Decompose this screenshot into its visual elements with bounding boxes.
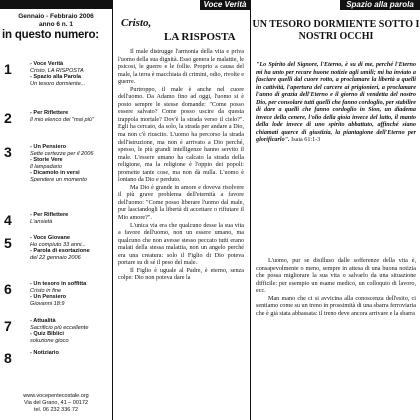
toc-section-title: - Parola di esortazione bbox=[30, 248, 90, 255]
toc-section-title: - Un Pensiero bbox=[30, 144, 67, 150]
toc-entry-lines bbox=[30, 350, 112, 357]
toc-page-number: 6 bbox=[4, 281, 12, 297]
website-link[interactable]: www.vocepentecostale.org bbox=[23, 393, 89, 399]
toc-section-title: - Attualità bbox=[30, 318, 56, 324]
toc-section-title: - Dicamolo in versi bbox=[30, 170, 80, 177]
toc-page-number: 4 bbox=[4, 212, 12, 228]
toc-section-title: - Voce Giovane bbox=[30, 235, 70, 241]
toc-section-title: - Per Riflettere bbox=[30, 212, 69, 218]
toc-entry-lines bbox=[30, 318, 112, 344]
quote-reference: Isaia 61:1-3 bbox=[291, 137, 321, 144]
paragraph: Man mano che ci si avvicina alla conoscenza dell'esito, ci sentiamo come su un treno in prossimità di una sbarra ferroviaria che è già stata abbassata: il treno deve ancora arrivare e la sbarra bbox=[256, 295, 416, 317]
toc-section-title: - Spazio alla Parola bbox=[30, 74, 81, 81]
toc-page-number: 7 bbox=[4, 318, 12, 334]
issue-date: Gennaio - Febbraio 2006 bbox=[18, 13, 94, 20]
phone: tel. 06 232 336 72 bbox=[33, 407, 79, 413]
toc-article-title: Sacrificio più eccellente bbox=[30, 324, 89, 331]
contact-footer bbox=[0, 393, 112, 414]
toc-section-title: - Un tesoro in soffitta bbox=[30, 281, 87, 287]
article1-body bbox=[118, 49, 244, 283]
toc-article-title: Un tesoro dormiente... bbox=[30, 80, 86, 87]
toc-entry-lines bbox=[30, 110, 112, 123]
toc-page-number: 3 bbox=[4, 144, 12, 160]
toc-section-title: - Per Riflettere bbox=[30, 110, 69, 116]
paragraph: Purtroppo, il male è anche nel cuore dell'uomo. Da Adamo fino ad oggi, l'uomo si è posto sempre le stesse domande: "Come posso essere salvato? Come posso uscire da questa trappola mortale? Dov'è la strada verso il cielo?". Egli ha cercato, da solo, la strada per andare a Dio, ma non c'è riuscito. L'uomo ha percorso la strada dell'istruzione, ma non è arrivato a Dio perché, spesso, le più grandi intelligenze hanno servito il male. L'essere umano ha calcato la strada della religione, ma la religione è l'oppio dei popoli: promette tante cose, ma non dà nulla. L'uomo è lontano da Dio e perduto. bbox=[118, 86, 244, 184]
issue-info bbox=[4, 13, 108, 29]
toc-section-title: - Quiz Biblici bbox=[30, 331, 64, 338]
article2-quote bbox=[256, 62, 416, 145]
toc-article-title: Giovanni 18:9 bbox=[30, 300, 65, 307]
section-tab-spazio-parola: Spazio alla parola bbox=[340, 0, 420, 10]
toc-page-number: 1 bbox=[4, 61, 12, 77]
sidebar-toc bbox=[0, 0, 112, 420]
toc-page-number: 8 bbox=[4, 350, 12, 366]
toc-section-title: - Voce Verità bbox=[30, 61, 64, 67]
toc-entry-lines bbox=[30, 144, 112, 184]
paragraph: L'uomo, pur se disilluso dalle sofferenze della vita è, consapevolmente o meno, sempre in attesa di una buona notizia che possa migliorare la sua vita o salvarlo da una situazione difficile: per esempio un esame medico, un colloquio di lavoro, ecc. bbox=[256, 258, 416, 295]
toc-article-title: Il lampadario bbox=[30, 163, 63, 170]
column-divider bbox=[112, 0, 113, 420]
article2-body bbox=[256, 258, 416, 318]
toc-entry-lines bbox=[30, 212, 112, 225]
toc-entry-lines bbox=[30, 61, 112, 87]
toc-article-title: Sette certezze per il 2006 bbox=[30, 150, 94, 157]
paragraph: Il male distrugge l'armonia della vita e priva l'uomo della sua dignità. Esso genera le malattie, le psicosi, le guerre e le follie. Proprio a causa del male, la terra è macchiata di crimini, odio, rivolte e guerre. bbox=[118, 49, 244, 86]
paragraph: Ma Dio è grande in amore e doveva risolvere il più grave problema dell'eternità a favore dell'uomo: "Come posso liberare l'uomo dal male, pur lasciandogli la libertà di accettare o rifiutare il Mio amore?". bbox=[118, 184, 244, 222]
paragraph: Il Figlio è uguale al Padre, è eterno, senza colpe: Dio non poteva dare la bbox=[118, 267, 244, 282]
masthead-bar bbox=[0, 0, 112, 9]
toc-article-title: Cristo, LA RISPOSTA bbox=[30, 67, 84, 74]
toc-title: in questo numero: bbox=[2, 29, 99, 41]
quote-text: "Lo Spirito del Signore, l'Eterno, è su di me, perché l'Eterno mi ha unto per recare buone notizie agli umili; mi ha inviato a fasciare quelli dal cuore rotto, a proclamare la libertà a quelli in cattività, l'apertura del carcere ai prigionieri, a proclamare l'anno di grazia dell'Eterno e il giorno di vendetta del nostro Dio, per consolare tutti quelli che fanno cordoglio, per stabilire di dare a quelli che fanno cordoglio in Sion, un diadema invece della cenere, l'olio della gioia invece del lutto, il manto della lode invece di uno spirito abbattuto, affinché siano chiamati querce di giustizia, la piantagione dell'Eterno per glorificarlo". bbox=[256, 62, 416, 144]
article1-kicker: Cristo, bbox=[121, 17, 152, 29]
paragraph: L'unica via era che qualcuno desse la sua vita a favore dell'uomo, non un essere umano, ma qualcuno che non avesse stesso peccato tutti erano malati della stessa malattia, non un angelo perché era una creatura: solo il Figlio di Dio poteva portare su di sé il peso del male. bbox=[118, 222, 244, 267]
toc-article-title: Ho compiuto 33 anni... bbox=[30, 241, 86, 248]
issue-number: anno 6 n. 1 bbox=[39, 21, 73, 28]
column-divider bbox=[250, 0, 251, 420]
toc-article-title: soluzione gioco bbox=[30, 337, 69, 344]
toc-article-title: Il mio elenco dei "mai più" bbox=[30, 116, 94, 123]
toc-section-title: - Storie Vere bbox=[30, 157, 63, 164]
address: Via del Grano, 41 – 00172 bbox=[23, 400, 89, 406]
toc-entry-lines bbox=[30, 235, 112, 261]
toc-section-title: - Un Pensiero bbox=[30, 294, 67, 301]
section-tab-voce-verita: Voce Verità bbox=[200, 0, 250, 10]
article2-title: UN TESORO DORMIENTE SOTTO I NOSTRI OCCHI bbox=[252, 19, 420, 42]
toc-article-title: L'ansietà bbox=[30, 218, 53, 225]
toc-article-title: Spendere un momento bbox=[30, 176, 87, 183]
toc-section-title: - Notiziario bbox=[30, 350, 59, 356]
toc-article-title: Cristo in fine bbox=[30, 287, 62, 294]
toc-article-title: del 22 gennaio 2006 bbox=[30, 254, 81, 261]
toc-entry-lines bbox=[30, 281, 112, 307]
article1-title: LA RISPOSTA bbox=[164, 31, 236, 43]
toc-page-number: 5 bbox=[4, 235, 12, 251]
toc-page-number: 2 bbox=[4, 110, 12, 126]
